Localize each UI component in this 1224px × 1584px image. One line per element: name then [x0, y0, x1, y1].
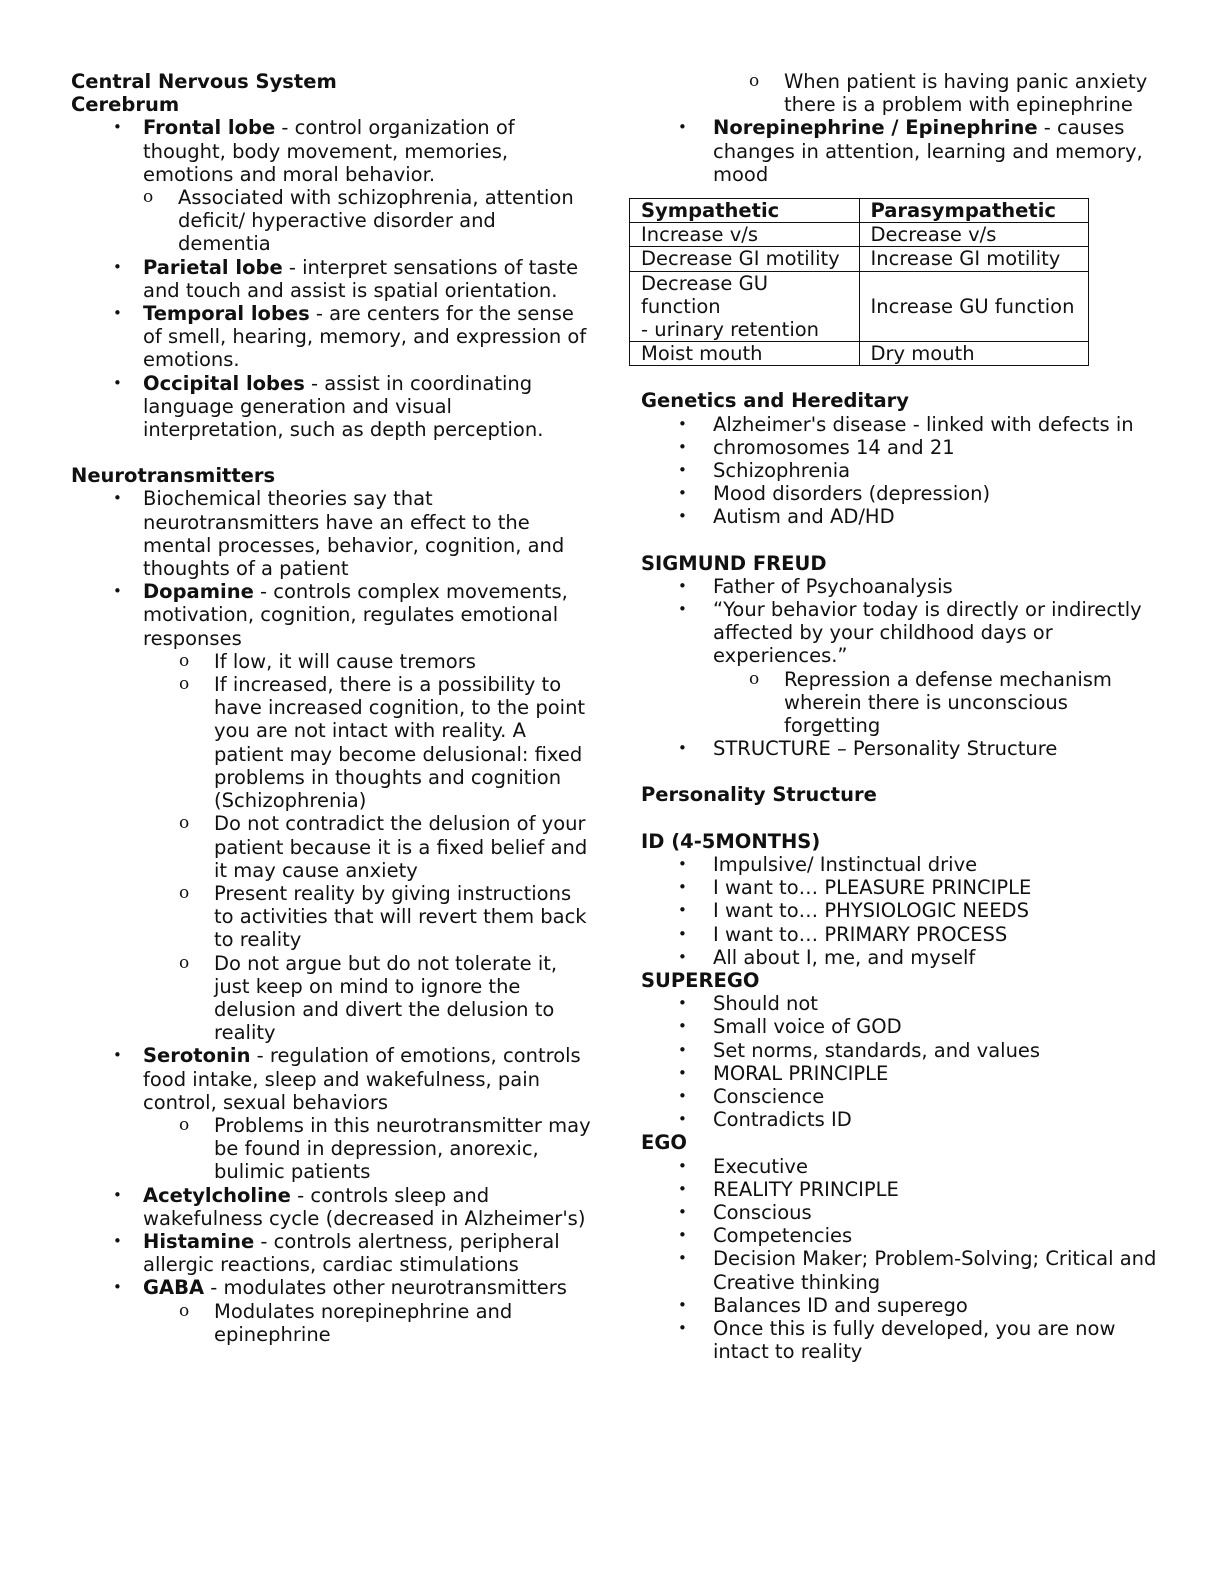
list-item: • Executive — [678, 1154, 808, 1178]
list-item: • GABA - modulates other neurotransmitters — [113, 1276, 567, 1300]
list-item: • “Your behavior today is directly or indirectly affected by your childhood days or experiences.” — [678, 598, 1142, 668]
bullet-icon: • — [678, 924, 687, 943]
sub-list-item: o When patient is having panic anxiety there is a problem with epinephrine — [749, 70, 1148, 117]
bullet-icon: • — [678, 1110, 687, 1129]
circle-bullet-icon: o — [179, 650, 190, 671]
bullet-icon: • — [678, 1040, 687, 1059]
personality-heading: Personality Structure — [641, 783, 877, 807]
bullet-icon: • — [678, 1249, 687, 1268]
list-item: • Contradicts ID — [678, 1108, 852, 1132]
sub-list-item: o Do not contradict the delusion of your patient because it is a fixed belief and it may cause anxiety — [179, 812, 588, 882]
bullet-icon: • — [113, 489, 122, 508]
bullet-icon: • — [678, 484, 687, 503]
list-item: • chromosomes 14 and 21 — [678, 435, 955, 459]
list-item: • Parietal lobe - interpret sensations of taste and touch and assist is spatial orientation. — [113, 255, 579, 302]
table-header: Parasympathetic — [859, 199, 1089, 223]
list-item: • Set norms, standards, and values — [678, 1038, 1041, 1062]
table-cell: Moist mouth — [630, 342, 860, 366]
bullet-icon: • — [678, 1202, 687, 1221]
table-cell: Decrease GU function - urinary retention — [630, 271, 860, 342]
bullet-icon: • — [113, 582, 122, 601]
circle-bullet-icon: o — [143, 187, 154, 208]
cerebrum-heading: Cerebrum — [71, 93, 180, 117]
list-item: • Conscience — [678, 1084, 825, 1108]
sub-list-item: o Problems in this neurotransmitter may be found in depression, anorexic, bulimic patients — [179, 1113, 591, 1184]
bullet-icon: • — [678, 1226, 687, 1245]
id-heading: ID (4-5MONTHS) — [641, 829, 821, 853]
freud-heading: SIGMUND FREUD — [641, 551, 827, 575]
circle-bullet-icon: o — [179, 952, 190, 973]
list-item: • Occipital lobes - assist in coordinating language generation and visual interpretation, such as depth perception. — [113, 371, 544, 442]
list-item: • Balances ID and superego — [678, 1293, 968, 1317]
table-header: Sympathetic — [630, 199, 860, 223]
bullet-icon: • — [678, 1017, 687, 1036]
circle-bullet-icon: o — [179, 882, 190, 903]
table-row — [630, 223, 1089, 247]
bullet-icon: • — [678, 994, 687, 1013]
bullet-icon: • — [678, 414, 687, 433]
bullet-icon: • — [678, 1295, 687, 1314]
sub-list-item: o Associated with schizophrenia, attention deficit/ hyperactive disorder and dementia — [143, 186, 574, 256]
list-item: • I want to… PHYSIOLOGIC NEEDS — [678, 899, 1029, 923]
circle-bullet-icon: o — [179, 1114, 190, 1135]
page-title: Central Nervous System — [71, 70, 337, 93]
bullet-icon: • — [113, 1185, 122, 1204]
list-item: • Competencies — [678, 1224, 853, 1248]
sub-list-item: o Modulates norepinephrine and epinephrine — [179, 1299, 513, 1346]
bullet-icon: • — [678, 1179, 687, 1198]
bullet-icon: • — [113, 1278, 122, 1297]
list-item: • Conscious — [678, 1200, 812, 1224]
bullet-icon: • — [678, 461, 687, 480]
right-column — [641, 70, 1161, 1363]
table-cell: Decrease GI motility — [630, 247, 860, 271]
list-item: • Should not — [678, 992, 818, 1016]
table-cell: Increase v/s — [630, 223, 860, 247]
bullet-icon: • — [113, 1231, 122, 1250]
bullet-icon: • — [678, 437, 687, 456]
bullet-icon: • — [113, 304, 122, 323]
bullet-icon: • — [678, 1156, 687, 1175]
superego-heading: SUPEREGO — [641, 968, 760, 992]
list-item: • Dopamine - controls complex movements, motivation, cognition, regulates emotional responses — [113, 580, 568, 650]
autonomic-table — [629, 198, 1089, 366]
bullet-icon: • — [678, 854, 687, 873]
list-item: • Mood disorders (depression) — [678, 482, 991, 506]
genetics-heading: Genetics and Hereditary — [641, 389, 909, 413]
list-item: • Temporal lobes - are centers for the sense of smell, hearing, memory, and expression of emotions. — [113, 302, 587, 372]
list-item: • Decision Maker; Problem-Solving; Critical and Creative thinking — [678, 1247, 1157, 1294]
bullet-icon: • — [678, 576, 687, 595]
sub-list-item: o Repression a defense mechanism wherein there is unconscious forgetting — [749, 667, 1112, 738]
bullet-icon: • — [678, 947, 687, 966]
bullet-icon: • — [678, 739, 687, 758]
circle-bullet-icon: o — [749, 668, 760, 689]
list-item: • All about I, me, and myself — [678, 945, 976, 969]
bullet-icon: • — [678, 1318, 687, 1337]
table-row — [630, 342, 1089, 366]
list-item: • Frontal lobe - control organization of thought, body movement, memories, emotions and moral behavior. — [113, 116, 515, 186]
list-item: • Father of Psychoanalysis — [678, 574, 953, 598]
list-item: • I want to… PRIMARY PROCESS — [678, 922, 1008, 946]
bullet-icon: • — [678, 1086, 687, 1105]
neurotransmitters-heading: Neurotransmitters — [71, 464, 276, 488]
bullet-icon: • — [678, 901, 687, 920]
bullet-icon: • — [113, 118, 122, 137]
table-header-row — [630, 199, 1089, 223]
list-item: • Schizophrenia — [678, 459, 851, 483]
bullet-icon: • — [678, 507, 687, 526]
circle-bullet-icon: o — [179, 674, 190, 695]
bullet-icon: • — [113, 257, 122, 276]
sub-list-item: o If low, it will cause tremors — [179, 649, 476, 673]
list-item: • Once this is fully developed, you are now intact to reality — [678, 1316, 1116, 1364]
list-item: • Histamine - controls alertness, peripheral allergic reactions, cardiac stimulations — [113, 1229, 560, 1277]
list-item: • Biochemical theories say that neurotransmitters have an effect to the mental processes, behavior, cognition, and thoughts of a patient — [113, 487, 565, 581]
sub-list-item: o Do not argue but do not tolerate it, just keep on mind to ignore the delusion and divert the delusion to reality — [179, 951, 558, 1045]
bullet-icon: • — [113, 373, 122, 392]
table-cell: Dry mouth — [859, 342, 1089, 366]
list-item: • MORAL PRINCIPLE — [678, 1061, 889, 1085]
table-cell: Increase GI motility — [859, 247, 1089, 271]
bullet-icon: • — [678, 878, 687, 897]
list-item: • Small voice of GOD — [678, 1015, 902, 1039]
circle-bullet-icon: o — [749, 71, 760, 91]
list-item: • Acetylcholine - controls sleep and wakefulness cycle (decreased in Alzheimer's) — [113, 1183, 586, 1230]
table-row — [630, 271, 1089, 342]
left-column — [71, 70, 591, 1346]
list-item: • Autism and AD/HD — [678, 505, 895, 529]
list-item: • REALITY PRINCIPLE — [678, 1177, 899, 1201]
circle-bullet-icon: o — [179, 813, 190, 834]
list-item: • Serotonin - regulation of emotions, controls food intake, sleep and wakefulness, pain control, sexual behaviors — [113, 1044, 581, 1114]
bullet-icon: • — [113, 1046, 122, 1065]
bullet-icon: • — [678, 1063, 687, 1082]
ego-heading: EGO — [641, 1131, 687, 1155]
bullet-icon: • — [678, 600, 687, 619]
sub-list-item: o Present reality by giving instructions to activities that will revert them back to reality — [179, 881, 587, 952]
sub-list-item: o If increased, there is a possibility to have increased cognition, to the point you are not intact with reality. A patient may become delusional: fixed problems in thoughts and cognition (Schizophrenia) — [179, 673, 586, 813]
list-item: • Norepinephrine / Epinephrine - causes changes in attention, learning and memory, mood — [678, 116, 1143, 186]
bullet-icon: • — [678, 118, 687, 137]
list-item: • STRUCTURE – Personality Structure — [678, 737, 1058, 761]
list-item: • I want to… PLEASURE PRINCIPLE — [678, 876, 1032, 900]
list-item: • Alzheimer's disease - linked with defects in — [678, 412, 1134, 436]
table-cell: Decrease v/s — [859, 223, 1089, 247]
circle-bullet-icon: o — [179, 1300, 190, 1321]
table-row — [630, 247, 1089, 271]
table-cell: Increase GU function — [859, 271, 1089, 342]
list-item: • Impulsive/ Instinctual drive — [678, 852, 978, 876]
